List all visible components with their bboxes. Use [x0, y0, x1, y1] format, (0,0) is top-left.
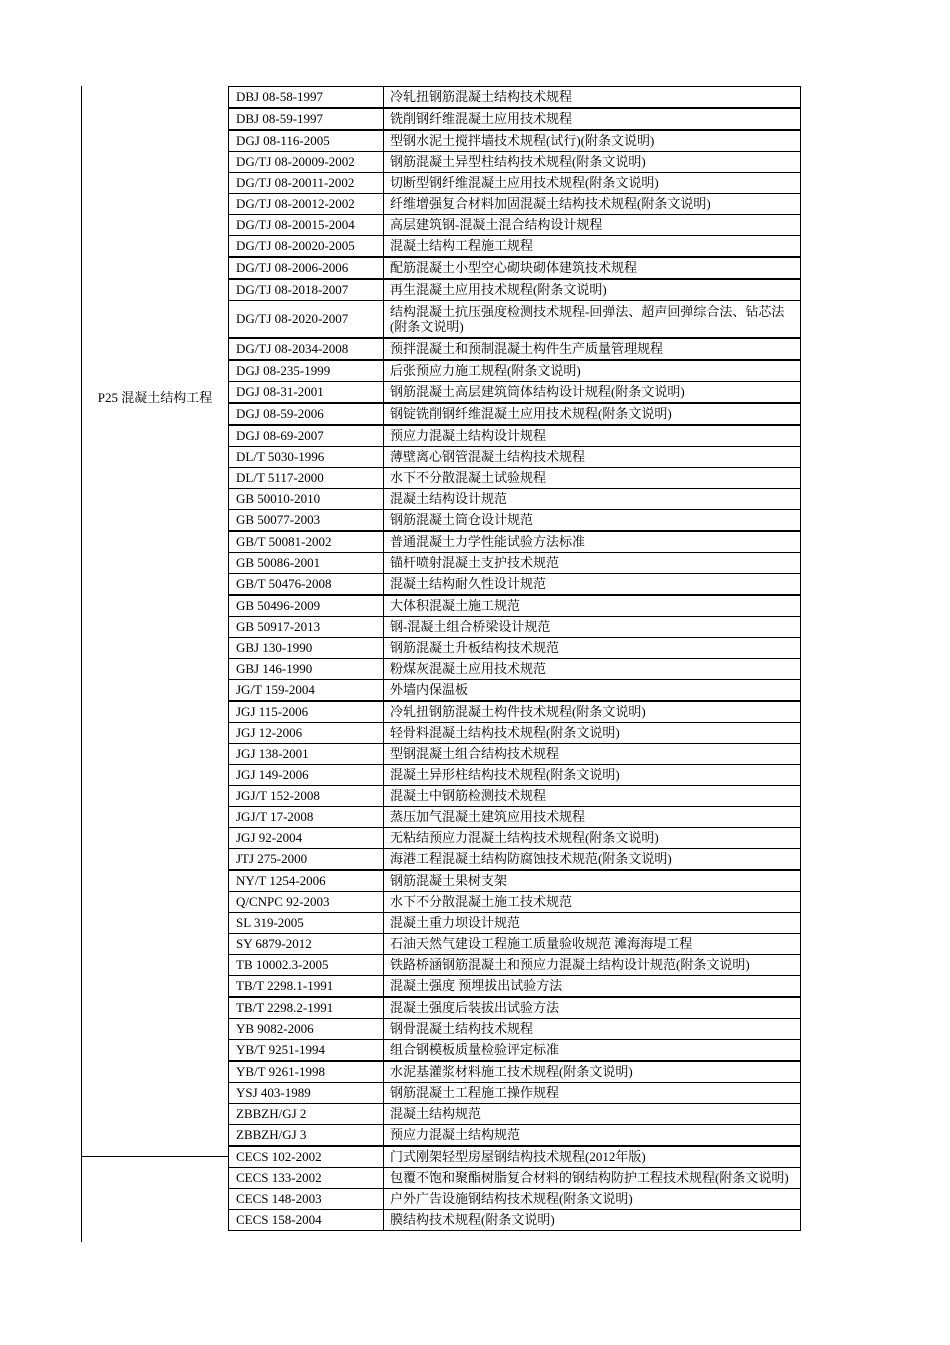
table-row	[229, 870, 801, 892]
standards-table-body	[229, 87, 801, 1231]
table-row	[229, 468, 801, 489]
standard-code: CECS 102-2002	[229, 1146, 384, 1168]
table-row	[229, 108, 801, 130]
standard-code: DG/TJ 08-2018-2007	[229, 279, 384, 301]
table-row	[229, 531, 801, 553]
standard-name: 混凝土异形柱结构技术规程(附条文说明)	[384, 765, 801, 786]
standard-code: GB 50077-2003	[229, 510, 384, 532]
standard-name: 冷轧扭钢筋混凝土结构技术规程	[384, 87, 801, 109]
table-row	[229, 1104, 801, 1125]
table-row	[229, 1019, 801, 1040]
standard-code: JG/T 159-2004	[229, 680, 384, 702]
standard-code: DGJ 08-59-2006	[229, 403, 384, 425]
standard-code: DBJ 08-59-1997	[229, 108, 384, 130]
table-row	[229, 744, 801, 765]
table-row	[229, 892, 801, 913]
standard-name: 门式刚架轻型房屋钢结构技术规程(2012年版)	[384, 1146, 801, 1168]
table-row	[229, 130, 801, 152]
standard-name: 混凝土结构工程施工规程	[384, 236, 801, 258]
standard-code: JGJ 115-2006	[229, 701, 384, 723]
standard-code: DG/TJ 08-20020-2005	[229, 236, 384, 258]
standard-name: 钢筋混凝土筒仓设计规范	[384, 510, 801, 532]
table-row	[229, 765, 801, 786]
standard-name: 纤维增强复合材料加固混凝土结构技术规程(附条文说明)	[384, 194, 801, 215]
standard-code: TB/T 2298.2-1991	[229, 997, 384, 1019]
standard-name: 预应力混凝土结构规范	[384, 1125, 801, 1147]
standard-name: 铁路桥涵钢筋混凝土和预应力混凝土结构设计规范(附条文说明)	[384, 955, 801, 976]
standard-name: 型钢混凝土组合结构技术规程	[384, 744, 801, 765]
table-row	[229, 723, 801, 744]
standard-code: YSJ 403-1989	[229, 1083, 384, 1104]
table-row	[229, 510, 801, 532]
table-row	[229, 659, 801, 680]
standard-name: 钢筋混凝土异型柱结构技术规程(附条文说明)	[384, 152, 801, 173]
standard-code: DG/TJ 08-2020-2007	[229, 301, 384, 339]
category-label-concrete: P25 混凝土结构工程	[97, 390, 213, 405]
standard-code: DG/TJ 08-20009-2002	[229, 152, 384, 173]
table-row	[229, 447, 801, 468]
standard-code: NY/T 1254-2006	[229, 870, 384, 892]
standard-code: DG/TJ 08-2034-2008	[229, 338, 384, 360]
table-row	[229, 849, 801, 871]
standard-code: SL 319-2005	[229, 913, 384, 934]
standard-code: DG/TJ 08-2006-2006	[229, 257, 384, 279]
standard-name: 型钢水泥土搅拌墙技术规程(试行)(附条文说明)	[384, 130, 801, 152]
standard-name: 钢锭铣削钢纤维混凝土应用技术规程(附条文说明)	[384, 403, 801, 425]
category-column-left-border	[81, 86, 82, 1242]
table-row	[229, 1189, 801, 1210]
standard-name: 无粘结预应力混凝土结构技术规程(附条文说明)	[384, 828, 801, 849]
table-row	[229, 680, 801, 702]
standard-code: SY 6879-2012	[229, 934, 384, 955]
table-row	[229, 257, 801, 279]
standard-name: 切断型钢纤维混凝土应用技术规程(附条文说明)	[384, 173, 801, 194]
standard-code: JGJ/T 17-2008	[229, 807, 384, 828]
standard-name: 预拌混凝土和预制混凝土构件生产质量管理规程	[384, 338, 801, 360]
table-row	[229, 301, 801, 339]
standard-code: DGJ 08-235-1999	[229, 360, 384, 382]
table-row	[229, 807, 801, 828]
standard-name: 后张预应力施工规程(附条文说明)	[384, 360, 801, 382]
standard-name: 钢筋混凝土工程施工操作规程	[384, 1083, 801, 1104]
standard-code: GBJ 130-1990	[229, 638, 384, 659]
category-section-divider	[81, 1156, 229, 1157]
standard-name: 预应力混凝土结构设计规程	[384, 425, 801, 447]
standard-code: JTJ 275-2000	[229, 849, 384, 871]
standard-code: DG/TJ 08-20012-2002	[229, 194, 384, 215]
table-row	[229, 87, 801, 109]
standard-name: 冷轧扭钢筋混凝土构件技术规程(附条文说明)	[384, 701, 801, 723]
standard-code: DG/TJ 08-20011-2002	[229, 173, 384, 194]
standard-code: DGJ 08-31-2001	[229, 382, 384, 404]
table-row	[229, 489, 801, 510]
standard-name: 水下不分散混凝土施工技术规范	[384, 892, 801, 913]
standard-name: 钢筋混凝土升板结构技术规范	[384, 638, 801, 659]
table-row	[229, 236, 801, 258]
table-row	[229, 338, 801, 360]
standard-code: CECS 133-2002	[229, 1168, 384, 1189]
table-row	[229, 976, 801, 998]
table-row	[229, 913, 801, 934]
standard-code: JGJ/T 152-2008	[229, 786, 384, 807]
standard-code: DG/TJ 08-20015-2004	[229, 215, 384, 236]
standard-code: GB 50086-2001	[229, 553, 384, 574]
standard-code: DL/T 5030-1996	[229, 447, 384, 468]
table-row	[229, 955, 801, 976]
standard-code: YB/T 9251-1994	[229, 1040, 384, 1062]
table-row	[229, 425, 801, 447]
standard-code: JGJ 138-2001	[229, 744, 384, 765]
standard-name: 蒸压加气混凝土建筑应用技术规程	[384, 807, 801, 828]
standard-code: GBJ 146-1990	[229, 659, 384, 680]
table-row	[229, 215, 801, 236]
standard-name: 海港工程混凝土结构防腐蚀技术规范(附条文说明)	[384, 849, 801, 871]
table-row	[229, 382, 801, 404]
standard-code: GB/T 50081-2002	[229, 531, 384, 553]
standard-code: CECS 158-2004	[229, 1210, 384, 1231]
standard-name: 高层建筑钢-混凝土混合结构设计规程	[384, 215, 801, 236]
standard-name: 膜结构技术规程(附条文说明)	[384, 1210, 801, 1231]
standard-code: CECS 148-2003	[229, 1189, 384, 1210]
table-row	[229, 701, 801, 723]
standard-code: Q/CNPC 92-2003	[229, 892, 384, 913]
standard-name: 混凝土强度 预埋拔出试验方法	[384, 976, 801, 998]
table-row	[229, 828, 801, 849]
standard-code: GB/T 50476-2008	[229, 574, 384, 596]
standard-code: YB/T 9261-1998	[229, 1061, 384, 1083]
standard-name: 钢筋混凝土高层建筑筒体结构设计规程(附条文说明)	[384, 382, 801, 404]
standard-name: 水下不分散混凝土试验规程	[384, 468, 801, 489]
standard-name: 钢筋混凝土果树支架	[384, 870, 801, 892]
standard-name: 大体积混凝土施工规范	[384, 595, 801, 617]
standard-code: ZBBZH/GJ 3	[229, 1125, 384, 1147]
standard-name: 包覆不饱和聚酯树脂复合材料的钢结构防护工程技术规程(附条文说明)	[384, 1168, 801, 1189]
table-row	[229, 1168, 801, 1189]
standard-name: 轻骨料混凝土结构技术规程(附条文说明)	[384, 723, 801, 744]
standards-table	[228, 86, 801, 1231]
table-row	[229, 152, 801, 173]
standard-code: ZBBZH/GJ 2	[229, 1104, 384, 1125]
standard-name: 外墙内保温板	[384, 680, 801, 702]
table-row	[229, 934, 801, 955]
standard-name: 混凝土中钢筋检测技术规程	[384, 786, 801, 807]
standard-code: DGJ 08-116-2005	[229, 130, 384, 152]
standard-code: DL/T 5117-2000	[229, 468, 384, 489]
standard-name: 水泥基灌浆材料施工技术规程(附条文说明)	[384, 1061, 801, 1083]
table-row	[229, 638, 801, 659]
table-row	[229, 553, 801, 574]
standard-code: GB 50010-2010	[229, 489, 384, 510]
table-row	[229, 1210, 801, 1231]
standard-name: 薄壁离心钢管混凝土结构技术规程	[384, 447, 801, 468]
standard-name: 户外广告设施钢结构技术规程(附条文说明)	[384, 1189, 801, 1210]
standard-code: DGJ 08-69-2007	[229, 425, 384, 447]
standard-name: 混凝土结构规范	[384, 1104, 801, 1125]
standard-name: 钢骨混凝土结构技术规程	[384, 1019, 801, 1040]
standard-code: YB 9082-2006	[229, 1019, 384, 1040]
table-row	[229, 1146, 801, 1168]
table-row	[229, 1125, 801, 1147]
table-row	[229, 1040, 801, 1062]
table-row	[229, 1083, 801, 1104]
standard-name: 混凝土强度后装拔出试验方法	[384, 997, 801, 1019]
standard-name: 锚杆喷射混凝土支护技术规范	[384, 553, 801, 574]
table-row	[229, 997, 801, 1019]
table-row	[229, 360, 801, 382]
standard-name: 铣削钢纤维混凝土应用技术规程	[384, 108, 801, 130]
table-row	[229, 786, 801, 807]
table-row	[229, 574, 801, 596]
standard-code: GB 50496-2009	[229, 595, 384, 617]
standard-code: JGJ 92-2004	[229, 828, 384, 849]
table-row	[229, 403, 801, 425]
standard-name: 粉煤灰混凝土应用技术规范	[384, 659, 801, 680]
standard-code: JGJ 12-2006	[229, 723, 384, 744]
standard-name: 混凝土结构耐久性设计规范	[384, 574, 801, 596]
standard-code: JGJ 149-2006	[229, 765, 384, 786]
table-row	[229, 279, 801, 301]
standard-name: 再生混凝土应用技术规程(附条文说明)	[384, 279, 801, 301]
table-row	[229, 1061, 801, 1083]
standard-name: 配筋混凝土小型空心砌块砌体建筑技术规程	[384, 257, 801, 279]
standard-name: 钢-混凝土组合桥梁设计规范	[384, 617, 801, 638]
table-row	[229, 194, 801, 215]
standard-name: 石油天然气建设工程施工质量验收规范 滩海海堤工程	[384, 934, 801, 955]
standard-name: 混凝土重力坝设计规范	[384, 913, 801, 934]
table-row	[229, 595, 801, 617]
table-row	[229, 173, 801, 194]
standard-code: TB/T 2298.1-1991	[229, 976, 384, 998]
standard-name: 结构混凝土抗压强度检测技术规程-回弹法、超声回弹综合法、钻芯法(附条文说明)	[384, 301, 801, 339]
standard-name: 混凝土结构设计规范	[384, 489, 801, 510]
standard-code: TB 10002.3-2005	[229, 955, 384, 976]
table-row	[229, 617, 801, 638]
standard-code: GB 50917-2013	[229, 617, 384, 638]
standard-name: 普通混凝土力学性能试验方法标准	[384, 531, 801, 553]
standard-code: DBJ 08-58-1997	[229, 87, 384, 109]
standard-name: 组合钢模板质量检验评定标准	[384, 1040, 801, 1062]
